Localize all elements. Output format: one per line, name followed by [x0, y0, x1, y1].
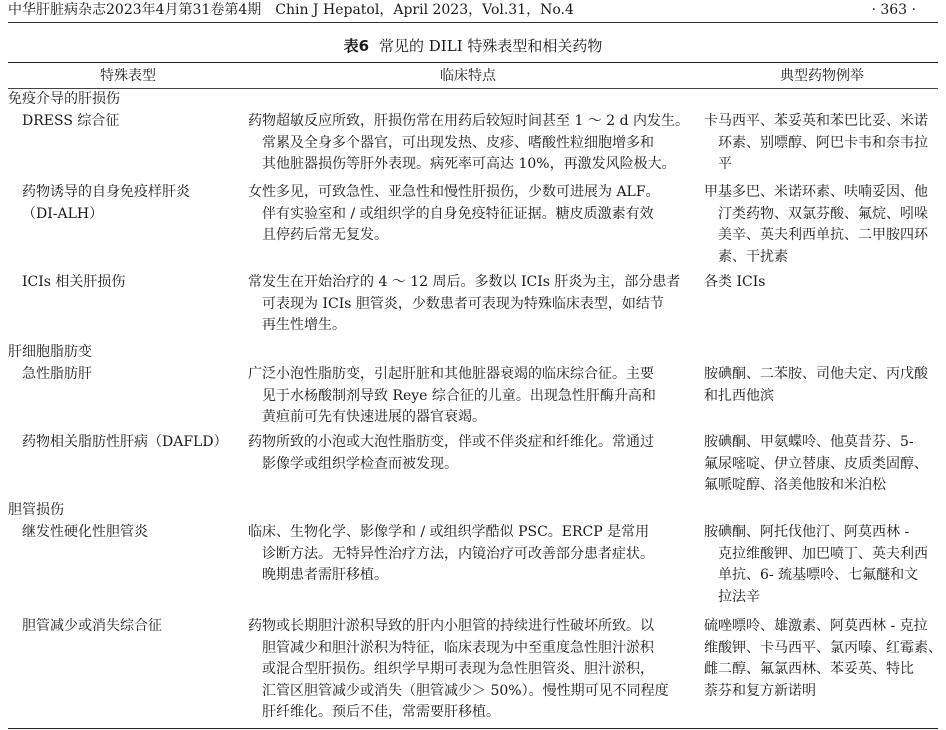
drug-line: 雌二醇、氟氯西林、苯妥英、特比	[704, 661, 914, 677]
running-header	[8, 0, 938, 23]
drug-line: 克拉维酸钾、加巴喷丁、英夫利西	[718, 545, 928, 562]
typical-drugs	[704, 522, 940, 608]
feature-line: 其他脏器损伤等肝外表现。病死率可高达 10%，再激发风险极大。	[262, 156, 676, 172]
table-title	[0, 36, 946, 56]
feature-line: 药物或长期胆汁淤积导致的肝内小胆管的持续进行性破坏所致。以	[248, 618, 654, 634]
phenotype-name	[22, 182, 246, 225]
feature-line: 再生性增生。	[262, 317, 346, 333]
feature-line: 晚期患者需肝移植。	[262, 567, 388, 583]
drug-line: 胺碘酮、二苯胺、司他夫定、丙戊酸	[704, 366, 928, 382]
journal-citation: 中华肝脏病杂志2023年4月第31卷第4期 Chin J Hepatol，April 2023，Vol.31，No.4	[8, 2, 574, 18]
drug-line: 和扎西他滨	[704, 387, 774, 404]
clinical-features	[248, 111, 688, 176]
typical-drugs	[704, 111, 940, 176]
drug-line: 硫唑嘌呤、雄激素、阿莫西林 - 克拉	[704, 618, 928, 634]
phenotype-name	[22, 272, 246, 294]
phenotype-name	[22, 522, 246, 544]
phenotype-name	[22, 111, 246, 133]
feature-line: 汇管区胆管减少或消失（胆管减少＞ 50%）。慢性期可见不同程度	[262, 682, 669, 699]
phenotype-name-line: DRESS 综合征	[22, 113, 120, 129]
feature-line: 黄疸前可先有快速进展的器官衰竭。	[262, 409, 486, 425]
drug-line: 卡马西平、苯妥英和苯巴比妥、米诺	[704, 113, 928, 129]
table-number: 表6	[343, 37, 370, 55]
feature-line: 或混合型肝损伤。组织学早期可表现为急性胆管炎、胆汁淤积，	[262, 661, 654, 677]
section-category: 肝细胞脂肪变	[8, 344, 92, 360]
feature-line: 见于水杨酸制剂导致 Reye 综合征的儿童。出现急性肝酶升高和	[262, 387, 656, 404]
drug-line: 汀类药物、双氯芬酸、氟烷、吲哚	[718, 205, 928, 222]
feature-line: 可表现为 ICIs 胆管炎，少数患者可表现为特殊临床表型，如结节	[262, 295, 664, 312]
phenotype-name-line: （DI-ALH）	[22, 205, 104, 222]
section-category: 胆管损伤	[8, 502, 64, 518]
feature-line: 药物所致的小泡或大泡性脂肪变，伴或不伴炎症和纤维化。常通过	[248, 434, 654, 450]
clinical-features	[248, 616, 688, 724]
drug-line: 环素、别嘌醇、阿巴卡韦和奈韦拉	[718, 134, 928, 151]
drug-line: 拉法辛	[718, 588, 760, 605]
feature-line: 常累及全身多个器官，可出现发热、皮疹、嗜酸性粒细胞增多和	[262, 134, 654, 151]
clinical-features	[248, 182, 688, 247]
drug-line: 胺碘酮、甲氨蝶呤、他莫昔芬、5-	[704, 434, 914, 450]
phenotype-name-line: ICIs 相关肝损伤	[22, 274, 126, 290]
feature-line: 且停药后常无复发。	[262, 227, 388, 243]
phenotype-name-line: 急性脂肪肝	[22, 366, 92, 382]
phenotype-name-line: 继发性硬化性胆管炎	[22, 524, 148, 540]
feature-line: 广泛小泡性脂肪变，引起肝脏和其他脏器衰竭的临床综合征。主要	[248, 366, 654, 382]
typical-drugs	[704, 364, 940, 407]
typical-drugs	[704, 272, 940, 294]
phenotype-name	[22, 432, 246, 454]
clinical-features	[248, 364, 688, 429]
drug-line: 甲基多巴、米诺环素、呋喃妥因、他	[704, 184, 928, 200]
feature-line: 常发生在开始治疗的 4 ～ 12 周后。多数以 ICIs 肝炎为主，部分患者	[248, 274, 681, 290]
feature-line: 肝纤维化。预后不佳，常需要肝移植。	[262, 704, 500, 720]
feature-line: 药物超敏反应所致，肝损伤常在用药后较短时间甚至 1 ～ 2 d 内发生。	[248, 113, 690, 129]
feature-line: 影像学或组织学检查而被发现。	[262, 455, 458, 472]
clinical-features	[248, 272, 688, 337]
drug-line: 美辛、英夫利西单抗、二甲胺四环	[718, 227, 928, 243]
drug-line: 萘芬和复方新诺明	[704, 682, 816, 699]
phenotype-name	[22, 616, 246, 638]
drug-line: 素、干扰素	[718, 248, 788, 265]
clinical-features	[248, 522, 688, 587]
typical-drugs	[704, 616, 940, 702]
feature-line: 伴有实验室和 / 或组织学的自身免疫特征证据。糖皮质激素有效	[262, 205, 654, 222]
clinical-features	[248, 432, 688, 475]
section-category: 免疫介导的肝损伤	[8, 91, 120, 107]
drug-line: 维酸钾、卡马西平、氯丙嗪、红霉素、	[704, 639, 942, 656]
phenotype-name	[22, 364, 246, 386]
feature-line: 临床、生物化学、影像学和 / 或组织学酷似 PSC。ERCP 是常用	[248, 524, 650, 540]
page-number: · 363 ·	[871, 2, 916, 18]
column-header-features: 临床特点	[440, 68, 496, 84]
typical-drugs	[704, 432, 940, 497]
phenotype-name-line: 药物诱导的自身免疫样肝炎	[22, 184, 190, 200]
phenotype-name-line: 胆管减少或消失综合征	[22, 618, 162, 634]
drug-line: 各类 ICIs	[704, 274, 766, 290]
drug-line: 氟哌啶醇、洛美他胺和米泊松	[704, 477, 886, 493]
table-caption: 常见的 DILI 特殊表型和相关药物	[379, 37, 603, 55]
column-header-phenotype: 特殊表型	[100, 68, 156, 84]
table-top-rule	[8, 62, 938, 63]
feature-line: 女性多见，可致急性、亚急性和慢性肝损伤，少数可进展为 ALF。	[248, 184, 660, 200]
phenotype-name-line: 药物相关脂肪性肝病（DAFLD）	[22, 434, 228, 450]
feature-line: 诊断方法。无特异性治疗方法，内镜治疗可改善部分患者症状。	[262, 545, 654, 562]
column-header-drugs: 典型药物例举	[780, 68, 864, 84]
table-bottom-rule	[8, 728, 938, 729]
drug-line: 单抗、6- 巯基嘌呤、七氟醚和文	[718, 567, 919, 583]
drug-line: 氟尿嘧啶、伊立替康、皮质类固醇、	[704, 455, 928, 472]
drug-line: 胺碘酮、阿托伐他汀、阿莫西林 -	[704, 524, 910, 540]
typical-drugs	[704, 182, 940, 268]
drug-line: 平	[718, 156, 732, 172]
feature-line: 胆管减少和胆汁淤积为特征，临床表现为中至重度急性胆汁淤积	[262, 639, 654, 656]
